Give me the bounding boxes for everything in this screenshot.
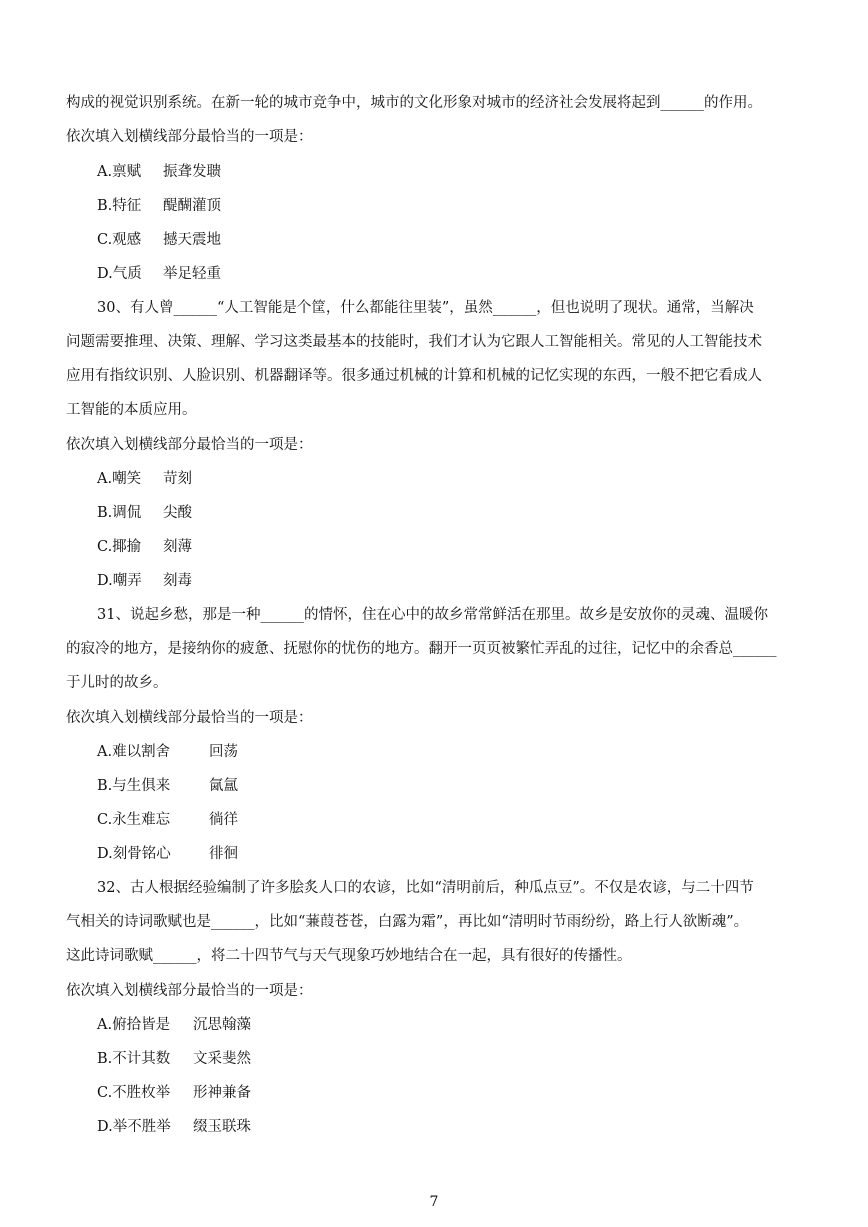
option-letter: B.不计其数 <box>97 1051 171 1067</box>
option-word: 回荡 <box>209 744 238 760</box>
question-prompt: 依次填入划横线部分最恰当的一项是： <box>66 437 313 453</box>
option-d <box>97 844 238 864</box>
option-letter: D.举不胜举 <box>97 1119 171 1135</box>
question-30-line: 工智能的本质应用。 <box>66 402 197 418</box>
option-word: 氤氲 <box>209 778 238 794</box>
option-word: 刻毒 <box>163 573 192 589</box>
option-word: 振聋发聩 <box>163 164 221 180</box>
option-word: 徜徉 <box>209 812 238 828</box>
option-word: 刻薄 <box>163 539 192 555</box>
option-c <box>97 810 238 830</box>
option-d <box>97 264 221 284</box>
option-letter: A.嘲笑 <box>97 471 142 487</box>
option-word: 形神兼备 <box>193 1085 251 1101</box>
paragraph-line: 构成的视觉识别系统。在新一轮的城市竞争中，城市的文化形象对城市的经济社会发展将起到______的作用。 <box>66 95 762 111</box>
option-word: 缀玉联珠 <box>193 1119 251 1135</box>
question-prompt: 依次填入划横线部分最恰当的一项是： <box>66 983 313 999</box>
option-c <box>97 230 221 250</box>
option-word: 举足轻重 <box>163 266 221 282</box>
option-a <box>97 162 221 182</box>
option-b <box>97 1049 251 1069</box>
option-a <box>97 1015 251 1035</box>
option-word: 文采斐然 <box>193 1051 251 1067</box>
question-31-line: 31、说起乡愁，那是一种______的情怀，住在心中的故乡常常鲜活在那里。故乡是安放你的灵魂、温暖你 <box>97 607 768 623</box>
question-32-line: 气相关的诗词歌赋也是______，比如“蒹葭苍苍，白露为霜”，再比如“清明时节雨纷纷，路上行人欲断魂”。 <box>66 914 749 930</box>
option-d <box>97 1117 251 1137</box>
option-word: 苛刻 <box>163 471 192 487</box>
option-word: 沉思翰藻 <box>193 1017 251 1033</box>
option-b <box>97 196 221 216</box>
option-d <box>97 571 192 591</box>
page-number: 7 <box>429 1194 439 1210</box>
option-word: 醍醐灌顶 <box>163 198 221 214</box>
option-letter: B.与生俱来 <box>97 778 171 794</box>
question-prompt: 依次填入划横线部分最恰当的一项是： <box>66 710 313 726</box>
option-word: 撼天震地 <box>163 232 221 248</box>
option-letter: D.刻骨铭心 <box>97 846 171 862</box>
option-word: 徘徊 <box>209 846 238 862</box>
question-30-line: 应用有指纹识别、人脸识别、机器翻译等。很多通过机械的计算和机械的记忆实现的东西，一般不把它看成人 <box>66 368 762 384</box>
question-prompt: 依次填入划横线部分最恰当的一项是： <box>66 129 313 145</box>
option-letter: B.特征 <box>97 198 142 214</box>
option-c <box>97 1083 251 1103</box>
option-letter: C.不胜枚举 <box>97 1085 171 1101</box>
option-a <box>97 469 192 489</box>
option-letter: B.调侃 <box>97 505 142 521</box>
option-letter: A.难以割舍 <box>97 744 171 760</box>
question-32-line: 32、古人根据经验编制了许多脍炙人口的农谚，比如“清明前后，种瓜点豆”。不仅是农谚，与二十四节 <box>97 880 754 896</box>
question-30-line: 30、有人曾______“人工智能是个筐，什么都能往里装”，虽然______，但也说明了现状。通常，当解决 <box>97 300 754 316</box>
option-word: 尖酸 <box>163 505 192 521</box>
question-31-line: 于儿时的故乡。 <box>66 675 168 691</box>
option-b <box>97 503 192 523</box>
option-letter: D.嘲弄 <box>97 573 142 589</box>
option-letter: A.俯拾皆是 <box>97 1017 171 1033</box>
option-letter: C.观感 <box>97 232 142 248</box>
option-c <box>97 537 192 557</box>
option-letter: A.禀赋 <box>97 164 142 180</box>
question-32-line: 这此诗词歌赋______，将二十四节气与天气现象巧妙地结合在一起，具有很好的传播性。 <box>66 948 632 964</box>
option-letter: C.永生难忘 <box>97 812 171 828</box>
option-b <box>97 776 238 796</box>
question-30-line: 问题需要推理、决策、理解、学习这类最基本的技能时，我们才认为它跟人工智能相关。常见的人工智能技术 <box>66 334 762 350</box>
option-a <box>97 742 238 762</box>
option-letter: C.揶揄 <box>97 539 142 555</box>
question-31-line: 的寂冷的地方，是接纳你的疲惫、抚慰你的忧伤的地方。翻开一页页被繁忙弄乱的过往，记忆中的余香总______ <box>66 641 777 657</box>
option-letter: D.气质 <box>97 266 142 282</box>
